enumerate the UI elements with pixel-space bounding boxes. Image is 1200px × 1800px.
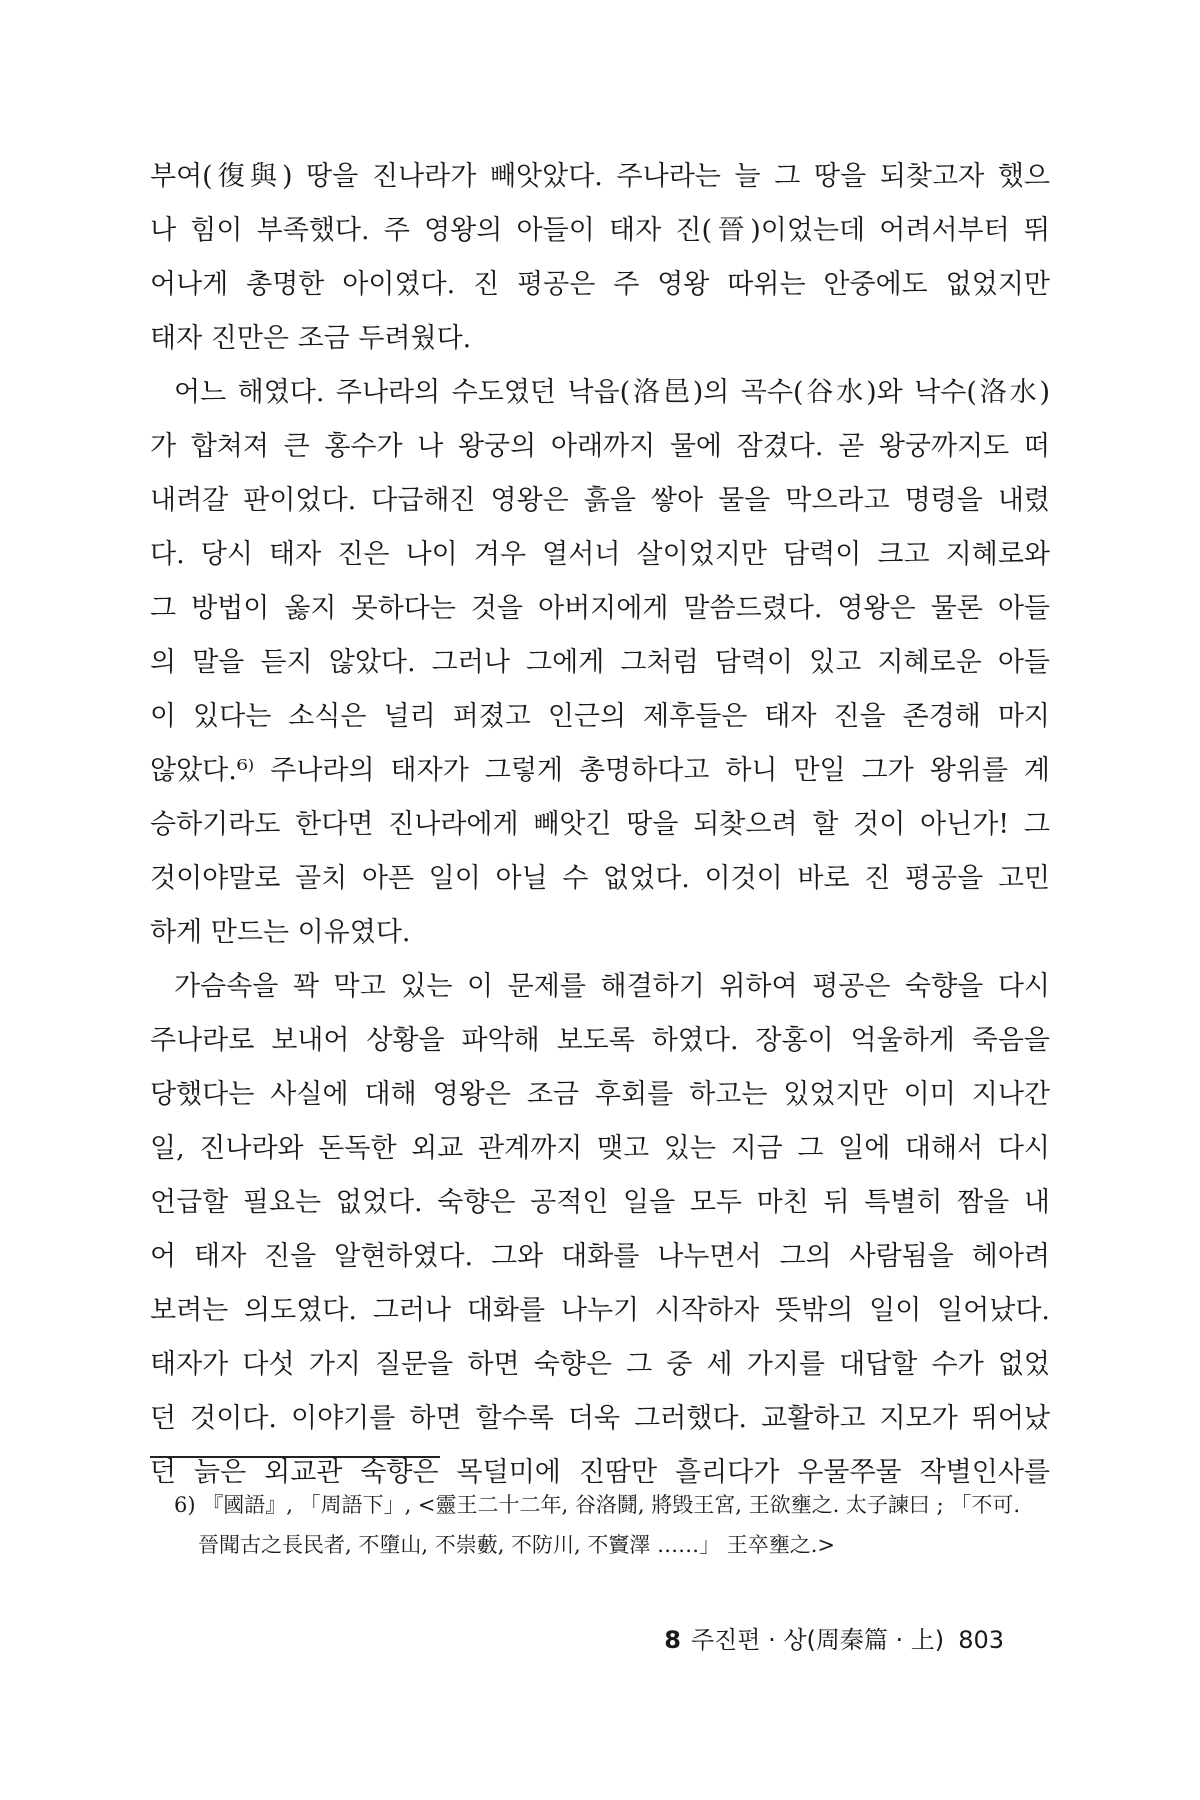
text-line: 하게 만드는 이유였다.: [150, 917, 411, 948]
text-line: 가 합쳐져 큰 홍수가 나 왕궁의 아래까지 물에 잠겼다. 곧 왕궁까지도 떠: [150, 431, 1050, 462]
paragraph: [150, 960, 1050, 1500]
chapter-number: 8: [664, 1626, 681, 1654]
text-line: 승하기라도 한다면 진나라에게 빼앗긴 땅을 되찾으려 할 것이 아닌가! 그: [150, 809, 1050, 840]
text-line: 이 있다는 소식은 널리 퍼졌고 인근의 제후들은 태자 진을 존경해 마지: [150, 701, 1050, 732]
footnote-line: 晉聞古之長民者, 不墮山, 不崇藪, 不防川, 不竇澤 ……」 王卒壅之.>: [198, 1533, 836, 1557]
footnote: [174, 1485, 1054, 1565]
text-line: 언급할 필요는 없었다. 숙향은 공적인 일을 모두 마친 뒤 특별히 짬을 내: [150, 1187, 1050, 1218]
text-line: 태자가 다섯 가지 질문을 하면 숙향은 그 중 세 가지를 대답할 수가 없었: [150, 1349, 1050, 1380]
text-line: 어나게 총명한 아이였다. 진 평공은 주 영왕 따위는 안중에도 없었지만: [150, 269, 1050, 300]
section-title: 주진편 · 상(周秦篇 · 上): [690, 1626, 945, 1654]
text-line: 의 말을 듣지 않았다. 그러나 그에게 그처럼 담력이 있고 지혜로운 아들: [150, 647, 1050, 678]
text-line: 것이야말로 골치 아픈 일이 아닐 수 없었다. 이것이 바로 진 평공을 고민: [150, 863, 1050, 894]
text-line: 보려는 의도였다. 그러나 대화를 나누기 시작하자 뜻밖의 일이 일어났다.: [150, 1295, 1050, 1326]
text-line: 일, 진나라와 돈독한 외교 관계까지 맺고 있는 지금 그 일에 대해서 다시: [150, 1133, 1050, 1164]
running-footer: [664, 1620, 1004, 1655]
text-line: 주나라로 보내어 상황을 파악해 보도록 하였다. 장홍이 억울하게 죽음을: [150, 1025, 1050, 1056]
text-line: 태자 진만은 조금 두려웠다.: [150, 323, 472, 354]
text-line: 어느 해였다. 주나라의 수도였던 낙읍(洛邑)의 곡수(谷水)와 낙수(洛水): [174, 377, 1050, 408]
paragraph: [150, 366, 1050, 960]
text-line: 어 태자 진을 알현하였다. 그와 대화를 나누면서 그의 사람됨을 헤아려: [150, 1241, 1050, 1272]
text-line: 나 힘이 부족했다. 주 영왕의 아들이 태자 진(晉)이었는데 어려서부터 뛰: [150, 215, 1050, 246]
text-line: 던 늙은 외교관 숙향은 목덜미에 진땀만 흘리다가 우물쭈물 작별인사를: [150, 1457, 1050, 1488]
footnote-divider: [150, 1456, 440, 1458]
text-line: 않았다.⁶⁾ 주나라의 태자가 그렇게 총명하다고 하니 만일 그가 왕위를 계: [150, 755, 1050, 786]
text-line: 다. 당시 태자 진은 나이 겨우 열서너 살이었지만 담력이 크고 지혜로와: [150, 539, 1050, 570]
text-line: 가슴속을 꽉 막고 있는 이 문제를 해결하기 위하여 평공은 숙향을 다시: [174, 971, 1050, 1002]
text-line: 내려갈 판이었다. 다급해진 영왕은 흙을 쌓아 물을 막으라고 명령을 내렸: [150, 485, 1050, 516]
text-line: 던 것이다. 이야기를 하면 할수록 더욱 그러했다. 교활하고 지모가 뛰어났: [150, 1403, 1050, 1434]
text-line: 부여(復與) 땅을 진나라가 빼앗았다. 주나라는 늘 그 땅을 되찾고자 했으: [150, 161, 1050, 192]
paragraph: [150, 150, 1050, 366]
text-line: 당했다는 사실에 대해 영왕은 조금 후회를 하고는 있었지만 이미 지나간: [150, 1079, 1050, 1110]
page-number: 803: [958, 1626, 1004, 1654]
body-text: [150, 150, 1050, 1500]
footnote-line: 6) 『國語』, 「周語下」, <靈王二十二年, 谷洛鬪, 將毁王宮, 王欲壅之. 太子諫曰 ; 「不可.: [174, 1493, 1021, 1517]
text-line: 그 방법이 옳지 못하다는 것을 아버지에게 말씀드렸다. 영왕은 물론 아들: [150, 593, 1050, 624]
